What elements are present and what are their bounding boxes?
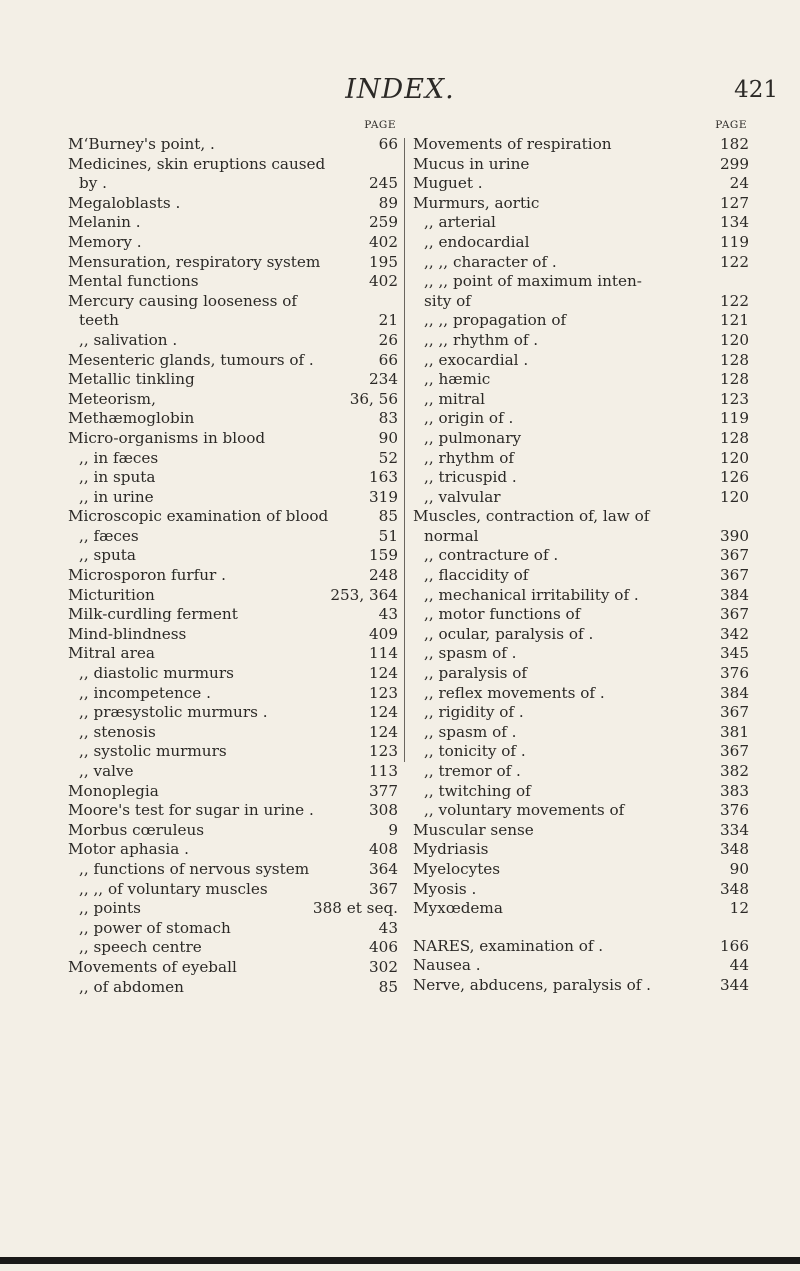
page-reference: 24 — [726, 174, 749, 194]
page-reference: 128 — [716, 370, 749, 390]
page-reference: 120 — [716, 331, 749, 351]
index-entry — [68, 253, 398, 273]
index-entry — [68, 331, 398, 351]
index-entry — [68, 351, 398, 371]
index-term: Microscopic examination of blood — [68, 507, 329, 526]
page-reference: 234 — [365, 370, 398, 390]
index-term: Mesenteric glands, tumours of . — [68, 350, 314, 369]
page-reference: 245 — [365, 174, 398, 194]
index-entry — [413, 253, 749, 273]
page-reference: 43 — [375, 605, 398, 625]
left-column — [68, 119, 398, 997]
page-reference: 367 — [716, 566, 749, 586]
index-term: Mensuration, respiratory system — [68, 252, 321, 271]
index-term: ,, ,, of voluntary muscles — [79, 879, 268, 898]
column-divider — [404, 138, 405, 762]
index-entry — [413, 155, 749, 175]
page-reference: 364 — [365, 860, 398, 880]
index-entry — [413, 311, 749, 331]
index-term: Microsporon furfur . — [68, 566, 226, 585]
index-term: Milk-curdling ferment — [68, 605, 238, 624]
page-reference: 128 — [716, 351, 749, 371]
index-term: Mental functions — [68, 272, 199, 291]
index-entry — [413, 625, 749, 645]
page-reference: 408 — [365, 840, 398, 860]
page-reference: 119 — [716, 233, 749, 253]
index-entry — [413, 507, 749, 527]
index-entry — [68, 880, 398, 900]
page-reference: 382 — [716, 762, 749, 782]
index-entry — [413, 292, 749, 312]
index-term: Nausea . — [413, 956, 481, 975]
index-entry — [68, 546, 398, 566]
index-entry — [413, 546, 749, 566]
page-reference: 253, 364 — [326, 586, 398, 606]
index-term: M‘Burney's point, . — [68, 135, 215, 153]
index-term: Muscles, contraction of, law of — [413, 507, 650, 526]
page-reference: 367 — [365, 880, 398, 900]
index-term: ,, ,, character of . — [424, 252, 557, 271]
index-entry — [68, 703, 398, 723]
index-entry — [413, 449, 749, 469]
index-term: ,, twitching of — [424, 781, 531, 800]
page-reference: 381 — [716, 723, 749, 743]
running-title: INDEX. — [345, 74, 455, 105]
index-entry — [68, 684, 398, 704]
page-reference: 406 — [365, 938, 398, 958]
index-term: Myxœdema — [413, 899, 503, 918]
index-term: ,, power of stomach — [79, 918, 231, 937]
index-entry — [413, 742, 749, 762]
index-term: ,, in sputa — [79, 468, 156, 487]
index-term: ,, contracture of . — [424, 546, 559, 565]
page-reference: 367 — [716, 703, 749, 723]
page-reference: 127 — [716, 194, 749, 214]
index-term: ,, incompetence . — [79, 683, 211, 702]
index-entry — [413, 272, 749, 292]
index-list-left — [68, 135, 398, 997]
index-entry — [413, 194, 749, 214]
index-entry — [413, 840, 749, 860]
index-entry — [68, 468, 398, 488]
index-entry — [68, 370, 398, 390]
page-reference: 377 — [365, 782, 398, 802]
index-entry — [413, 976, 749, 996]
index-term: NARES, examination of . — [413, 936, 604, 955]
page-reference: 367 — [716, 605, 749, 625]
index-entry — [68, 155, 398, 175]
index-term: ,, tricuspid . — [424, 468, 517, 487]
index-term: ,, origin of . — [424, 409, 514, 428]
page-reference: 119 — [716, 409, 749, 429]
page-reference: 120 — [716, 449, 749, 469]
index-entry — [413, 331, 749, 351]
page-reference: 384 — [716, 684, 749, 704]
page-reference: 9 — [384, 821, 398, 841]
index-term: ,, flaccidity of — [424, 566, 529, 585]
page-reference: 376 — [716, 801, 749, 821]
index-term: teeth — [79, 311, 119, 330]
page-reference: 248 — [365, 566, 398, 586]
index-term: Melanin . — [68, 213, 141, 232]
index-entry — [413, 723, 749, 743]
page-reference: 120 — [716, 488, 749, 508]
page-number: 421 — [734, 77, 778, 103]
index-entry — [413, 468, 749, 488]
index-entry — [68, 938, 398, 958]
page-reference: 384 — [716, 586, 749, 606]
index-entry — [68, 135, 398, 155]
index-term: ,, rhythm of — [424, 448, 514, 467]
index-entry — [68, 801, 398, 821]
index-entry — [413, 937, 749, 957]
index-term: ,, endocardial — [424, 232, 530, 251]
page-reference: 383 — [716, 782, 749, 802]
index-entry — [68, 625, 398, 645]
index-entry — [68, 174, 398, 194]
index-term: Nerve, abducens, paralysis of . — [413, 975, 651, 994]
index-term: ,, systolic murmurs — [79, 742, 227, 761]
page-reference: 390 — [716, 527, 749, 547]
index-entry — [413, 429, 749, 449]
index-term: ,, præsystolic murmurs . — [79, 703, 268, 722]
page-reference: 195 — [365, 253, 398, 273]
index-term: ,, rigidity of . — [424, 703, 524, 722]
page-reference: 122 — [716, 292, 749, 312]
index-term: Mercury causing looseness of — [68, 291, 297, 310]
page-reference: 308 — [365, 801, 398, 821]
index-entry — [413, 899, 749, 919]
index-entry — [413, 390, 749, 410]
index-term: Meteorism, — [68, 389, 156, 408]
page-reference: 126 — [716, 468, 749, 488]
index-term: ,, hæmic — [424, 370, 491, 389]
page-reference: 123 — [365, 742, 398, 762]
page-reference: 21 — [375, 311, 398, 331]
index-entry — [68, 488, 398, 508]
page-reference: 302 — [365, 958, 398, 978]
index-term: ,, pulmonary — [424, 428, 522, 447]
index-entry — [413, 860, 749, 880]
index-entry — [413, 213, 749, 233]
index-entry — [68, 919, 398, 939]
index-term: Motor aphasia . — [68, 840, 190, 859]
index-entry — [68, 605, 398, 625]
page-reference: 26 — [375, 331, 398, 351]
page-reference: 342 — [716, 625, 749, 645]
index-term: ,, ,, propagation of — [424, 311, 567, 330]
index-term: Micturition — [68, 585, 155, 604]
index-term: ,, of abdomen — [79, 977, 184, 996]
index-entry — [413, 664, 749, 684]
index-entry — [68, 390, 398, 410]
index-entry — [413, 956, 749, 976]
page-reference: 159 — [365, 546, 398, 566]
page-reference: 344 — [716, 976, 749, 996]
index-term: ,, tonicity of . — [424, 742, 526, 761]
index-term: Myelocytes — [413, 859, 501, 878]
index-term: Morbus cœruleus — [68, 820, 205, 839]
page-reference: 182 — [716, 135, 749, 155]
index-term: Mind-blindness — [68, 624, 187, 643]
index-entry — [68, 586, 398, 606]
index-term: Movements of respiration — [413, 135, 612, 153]
page-reference: 128 — [716, 429, 749, 449]
index-term: sity of — [424, 291, 471, 310]
page-reference: 124 — [365, 723, 398, 743]
index-entry — [68, 899, 398, 919]
page-reference: 163 — [365, 468, 398, 488]
index-entry — [413, 762, 749, 782]
index-term: ,, spasm of . — [424, 644, 517, 663]
index-term: ,, tremor of . — [424, 762, 521, 780]
bottom-rule — [0, 1257, 800, 1264]
index-term: ,, voluntary movements of — [424, 801, 625, 820]
index-entry — [413, 880, 749, 900]
right-column — [413, 119, 749, 996]
page-reference: 259 — [365, 213, 398, 233]
index-list-right — [413, 135, 749, 996]
page-reference: 367 — [716, 742, 749, 762]
index-entry — [413, 566, 749, 586]
index-term: ,, mechanical irritability of . — [424, 585, 639, 604]
page-reference: 66 — [375, 135, 398, 155]
index-term: Metallic tinkling — [68, 370, 195, 389]
page-reference: 90 — [375, 429, 398, 449]
index-entry — [68, 213, 398, 233]
index-entry — [413, 605, 749, 625]
index-term: ,, spasm of . — [424, 722, 517, 741]
index-term: Megaloblasts . — [68, 193, 181, 212]
index-term: Myosis . — [413, 879, 477, 898]
page-reference: 51 — [375, 527, 398, 547]
page-reference: 36, 56 — [346, 390, 398, 410]
page-reference: 334 — [716, 821, 749, 841]
index-term: Mydriasis — [413, 840, 489, 859]
page-reference: 402 — [365, 272, 398, 292]
index-entry — [68, 233, 398, 253]
index-entry — [68, 742, 398, 762]
page-reference: 121 — [716, 311, 749, 331]
page-reference: 134 — [716, 213, 749, 233]
index-term: ,, functions of nervous system — [79, 859, 310, 878]
index-entry — [413, 644, 749, 664]
page-reference: 43 — [375, 919, 398, 939]
index-term: ,, ocular, paralysis of . — [424, 624, 594, 643]
page-reference: 83 — [375, 409, 398, 429]
index-entry — [413, 174, 749, 194]
page-reference: 409 — [365, 625, 398, 645]
index-entry — [413, 233, 749, 253]
index-term: ,, ,, rhythm of . — [424, 330, 539, 349]
index-term: Muguet . — [413, 174, 483, 193]
page-reference: 85 — [375, 978, 398, 998]
page-reference: 124 — [365, 703, 398, 723]
index-term: ,, paralysis of — [424, 664, 528, 683]
index-entry — [68, 958, 398, 978]
page-reference: 402 — [365, 233, 398, 253]
index-term: ,, diastolic murmurs — [79, 664, 234, 683]
index-term: Medicines, skin eruptions caused — [68, 154, 326, 173]
index-entry — [413, 527, 749, 547]
page-reference: 85 — [375, 507, 398, 527]
index-entry — [413, 135, 749, 155]
index-entry — [413, 586, 749, 606]
index-term: Mitral area — [68, 644, 155, 663]
index-term: Muscular sense — [413, 820, 534, 839]
index-entry — [68, 429, 398, 449]
page-reference: 376 — [716, 664, 749, 684]
page-reference: 348 — [716, 840, 749, 860]
page-reference: 123 — [365, 684, 398, 704]
index-term: ,, ,, point of maximum inten- — [424, 272, 642, 291]
index-term: by . — [79, 174, 107, 193]
index-term: ,, arterial — [424, 213, 496, 232]
index-entry — [68, 409, 398, 429]
index-term: Micro-organisms in blood — [68, 428, 266, 447]
index-entry — [68, 194, 398, 214]
index-term: ,, points — [79, 899, 141, 918]
index-entry — [68, 840, 398, 860]
index-term: normal — [424, 526, 479, 545]
page-reference: 12 — [726, 899, 749, 919]
index-entry — [68, 272, 398, 292]
index-term: ,, mitral — [424, 389, 486, 408]
index-entry — [68, 311, 398, 331]
page-reference: 90 — [726, 860, 749, 880]
index-entry — [68, 860, 398, 880]
index-entry — [413, 801, 749, 821]
index-entry — [68, 507, 398, 527]
index-term: Monoplegia — [68, 781, 159, 800]
index-entry — [413, 703, 749, 723]
index-entry — [68, 782, 398, 802]
index-entry — [413, 782, 749, 802]
index-entry — [68, 821, 398, 841]
page-reference: 388 et seq. — [309, 899, 398, 919]
page-reference: 66 — [375, 351, 398, 371]
index-entry — [413, 821, 749, 841]
index-term: ,, valvular — [424, 487, 501, 506]
index-entry — [413, 409, 749, 429]
page-reference: 367 — [716, 546, 749, 566]
page-reference: 123 — [716, 390, 749, 410]
page-column-label: PAGE — [364, 119, 396, 131]
index-term: Mucus in urine — [413, 154, 530, 173]
index-entry — [413, 370, 749, 390]
page-column-label: PAGE — [715, 119, 747, 131]
page-reference: 345 — [716, 644, 749, 664]
index-term: ,, salivation . — [79, 330, 178, 349]
index-entry — [68, 292, 398, 312]
index-term: ,, exocardial . — [424, 350, 529, 369]
index-term: ,, sputa — [79, 546, 136, 565]
index-entry — [413, 488, 749, 508]
page-reference: 124 — [365, 664, 398, 684]
index-entry — [68, 527, 398, 547]
index-entry — [68, 449, 398, 469]
page-reference: 299 — [716, 155, 749, 175]
index-term: ,, fæces — [79, 526, 139, 545]
page-header — [0, 74, 800, 108]
index-entry — [68, 644, 398, 664]
index-term: ,, in fæces — [79, 448, 159, 467]
page-reference: 348 — [716, 880, 749, 900]
index-term: Movements of eyeball — [68, 957, 237, 976]
index-term: ,, valve — [79, 762, 134, 780]
index-term: Moore's test for sugar in urine . — [68, 801, 314, 820]
index-term: Methæmoglobin — [68, 409, 195, 428]
page-reference: 52 — [375, 449, 398, 469]
index-term: Murmurs, aortic — [413, 193, 540, 212]
index-entry — [68, 664, 398, 684]
index-term: ,, stenosis — [79, 722, 156, 741]
page-reference: 113 — [365, 762, 398, 782]
index-term: Memory . — [68, 232, 142, 251]
index-term: ,, in urine — [79, 487, 154, 506]
index-entry — [68, 978, 398, 998]
index-entry — [68, 762, 398, 782]
index-entry — [68, 566, 398, 586]
index-term: ,, motor functions of — [424, 605, 581, 624]
index-term: ,, speech centre — [79, 938, 202, 957]
page-reference: 319 — [365, 488, 398, 508]
page-reference: 166 — [716, 937, 749, 957]
page-reference: 89 — [375, 194, 398, 214]
index-entry — [413, 351, 749, 371]
page-reference: 122 — [716, 253, 749, 273]
page-reference: 44 — [726, 956, 749, 976]
index-entry — [413, 684, 749, 704]
index-term: ,, reflex movements of . — [424, 683, 605, 702]
index-entry — [68, 723, 398, 743]
page-reference: 114 — [365, 644, 398, 664]
